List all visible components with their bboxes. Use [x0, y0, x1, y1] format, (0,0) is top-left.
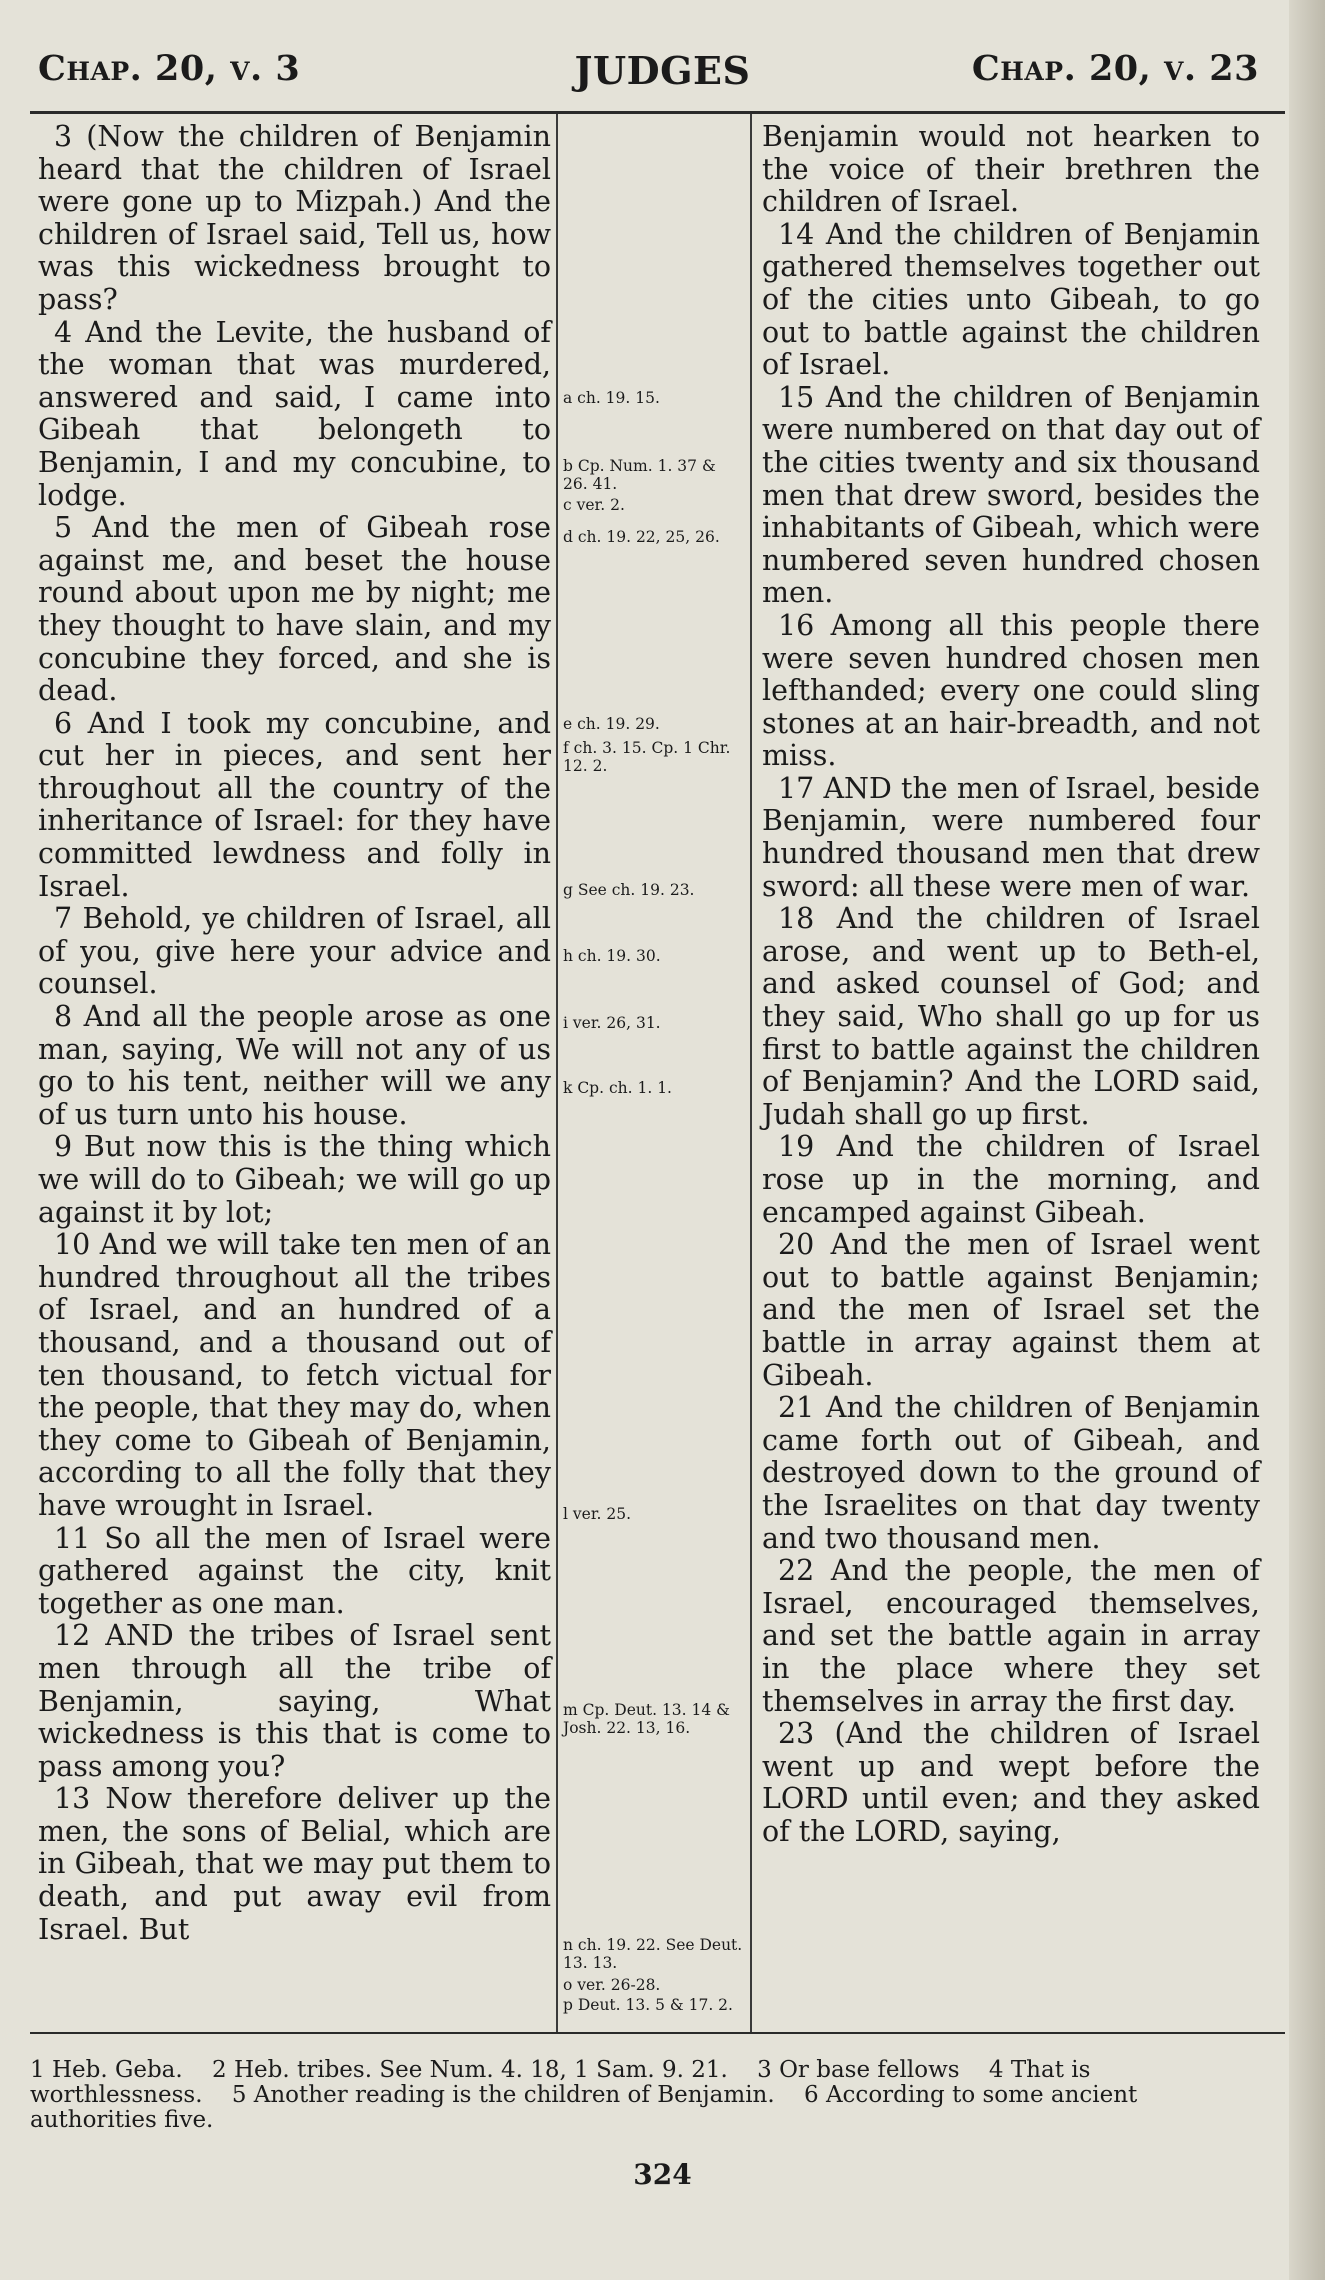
page-edge: [1289, 0, 1325, 2280]
footnote: 4 That is worthlessness.: [30, 2057, 1091, 2108]
verse: 5 And the men of Gibeah rose against me, and beset the house round about upon me by night; me they thought to have slain, and my concubine they forced, and she is dead.: [38, 511, 551, 708]
footnote: 3 Or base fellows: [757, 2057, 960, 2083]
cross-reference: l ver. 25.: [563, 1505, 632, 1523]
right-text-column: [762, 121, 1260, 1848]
verse: 11 So all the men of Israel were gathered against the city, knit together as one man.: [38, 1521, 551, 1620]
verse: 18 And the children of Israel arose, and went up to Beth-el, and asked counsel of God; and they said, Who shall go up for us first to battle against the children of Benjamin? And the LORD said, Judah shall go up first.: [762, 902, 1260, 1131]
header-left: Chap. 20, v. 3: [38, 48, 301, 89]
cross-reference: h ch. 19. 30.: [563, 947, 661, 965]
verse: 16 Among all this people there were seven hundred chosen men lefthanded; every one could sling stones at an hair-breadth, and not miss.: [762, 608, 1260, 773]
cross-reference: o ver. 26-28.: [563, 1976, 661, 1994]
footnotes: [30, 2058, 1260, 2133]
verse: 12 AND the tribes of Israel sent men through all the tribe of Benjamin, saying, What wickedness is this that is come to pass among you?: [38, 1619, 551, 1783]
book-title: JUDGES: [574, 48, 751, 93]
verse: 17 AND the men of Israel, beside Benjamin, were numbered four hundred thousand men that drew sword: all these were men of war.: [762, 771, 1260, 903]
footnote: 1 Heb. Geba.: [30, 2057, 183, 2083]
cross-reference: f ch. 3. 15. Cp. 1 Chr. 12. 2.: [563, 739, 731, 775]
column-divider-right: [750, 114, 752, 2032]
running-header: [0, 48, 1325, 108]
verse: 14 And the children of Benjamin gathered themselves together out of the cities unto Gibeah, to go out to battle against the children of Israel.: [762, 217, 1260, 382]
verse: 15 And the children of Benjamin were numbered on that day out of the cities twenty and six thousand men that drew sword, besides the inhabitants of Gibeah, which were numbered seven hundred chosen men.: [762, 380, 1260, 610]
verse: 19 And the children of Israel rose up in the morning, and encamped against Gibeah.: [762, 1130, 1260, 1229]
verse: 8 And all the people arose as one man, saying, We will not any of us go to his tent, neither will we any of us turn unto his house.: [38, 1000, 551, 1131]
cross-reference: i ver. 26, 31.: [563, 1014, 661, 1032]
cross-reference: k Cp. ch. 1. 1.: [563, 1079, 672, 1097]
verse: Benjamin would not hearken to the voice of their brethren the children of Israel.: [762, 120, 1260, 219]
verse: 9 But now this is the thing which we will do to Gibeah; we will go up against it by lot;: [38, 1130, 551, 1229]
verse: 23 (And the children of Israel went up and wept before the LORD until even; and they asked of the LORD, saying,: [762, 1717, 1260, 1848]
cross-reference: n ch. 19. 22. See Deut. 13. 13.: [563, 1936, 743, 1972]
verse: 3 (Now the children of Benjamin heard that the children of Israel were gone up to Mizpah.) And the children of Israel said, Tell us, how was this wickedness brought to pass?: [38, 120, 551, 316]
cross-reference: g See ch. 19. 23.: [563, 881, 695, 899]
cross-reference-column: [563, 121, 745, 2021]
cross-reference: c ver. 2.: [563, 496, 625, 514]
verse: 10 And we will take ten men of an hundred throughout all the tribes of Israel, and an hundred of a thousand, and a thousand out of ten thousand, to fetch victual for the people, that they may do, when they come to Gibeah of Benjamin, according to all the folly that they have wrought in Israel.: [38, 1228, 551, 1522]
verse: 22 And the people, the men of Israel, encouraged themselves, and set the battle again in array in the place where they set themselves in array the first day.: [762, 1554, 1260, 1718]
column-divider-left: [556, 114, 558, 2032]
left-text-column: [38, 121, 551, 1946]
cross-reference: e ch. 19. 29.: [563, 715, 660, 733]
header-rule: [30, 111, 1285, 114]
footnote-rule: [30, 2032, 1285, 2034]
verse: 4 And the Levite, the husband of the woman that was murdered, answered and said, I came into Gibeah that belongeth to Benjamin, I and my concubine, to lodge.: [38, 315, 551, 512]
cross-reference: a ch. 19. 15.: [563, 389, 660, 407]
verse: 20 And the men of Israel went out to battle against Benjamin; and the men of Israel set the battle in array against them at Gibeah.: [762, 1228, 1260, 1392]
verse: 6 And I took my concubine, and cut her in pieces, and sent her throughout all the country of the inheritance of Israel: for they have committed lewdness and folly in Israel.: [38, 706, 551, 903]
footnote: 6 According to some ancient authorities five.: [30, 2082, 1138, 2133]
page-number: 324: [633, 2158, 692, 2191]
cross-reference: b Cp. Num. 1. 37 & 26. 41.: [563, 457, 716, 493]
header-right: Chap. 20, v. 23: [971, 48, 1259, 89]
footnote: 5 Another reading is the children of Benjamin.: [231, 2082, 775, 2108]
cross-reference: p Deut. 13. 5 & 17. 2.: [563, 1996, 733, 2014]
cross-reference: m Cp. Deut. 13. 14 & Josh. 22. 13, 16.: [563, 1701, 730, 1737]
verse: 7 Behold, ye children of Israel, all of you, give here your advice and counsel.: [38, 902, 551, 1001]
footnote: 2 Heb. tribes. See Num. 4. 18, 1 Sam. 9. 21.: [212, 2057, 728, 2083]
cross-reference: d ch. 19. 22, 25, 26.: [563, 528, 720, 546]
verse: 13 Now therefore deliver up the men, the sons of Belial, which are in Gibeah, that we may put them to death, and put away evil from Israel. But: [38, 1782, 551, 1946]
verse: 21 And the children of Benjamin came forth out of Gibeah, and destroyed down to the ground of the Israelites on that day twenty and two thousand men.: [762, 1391, 1260, 1555]
